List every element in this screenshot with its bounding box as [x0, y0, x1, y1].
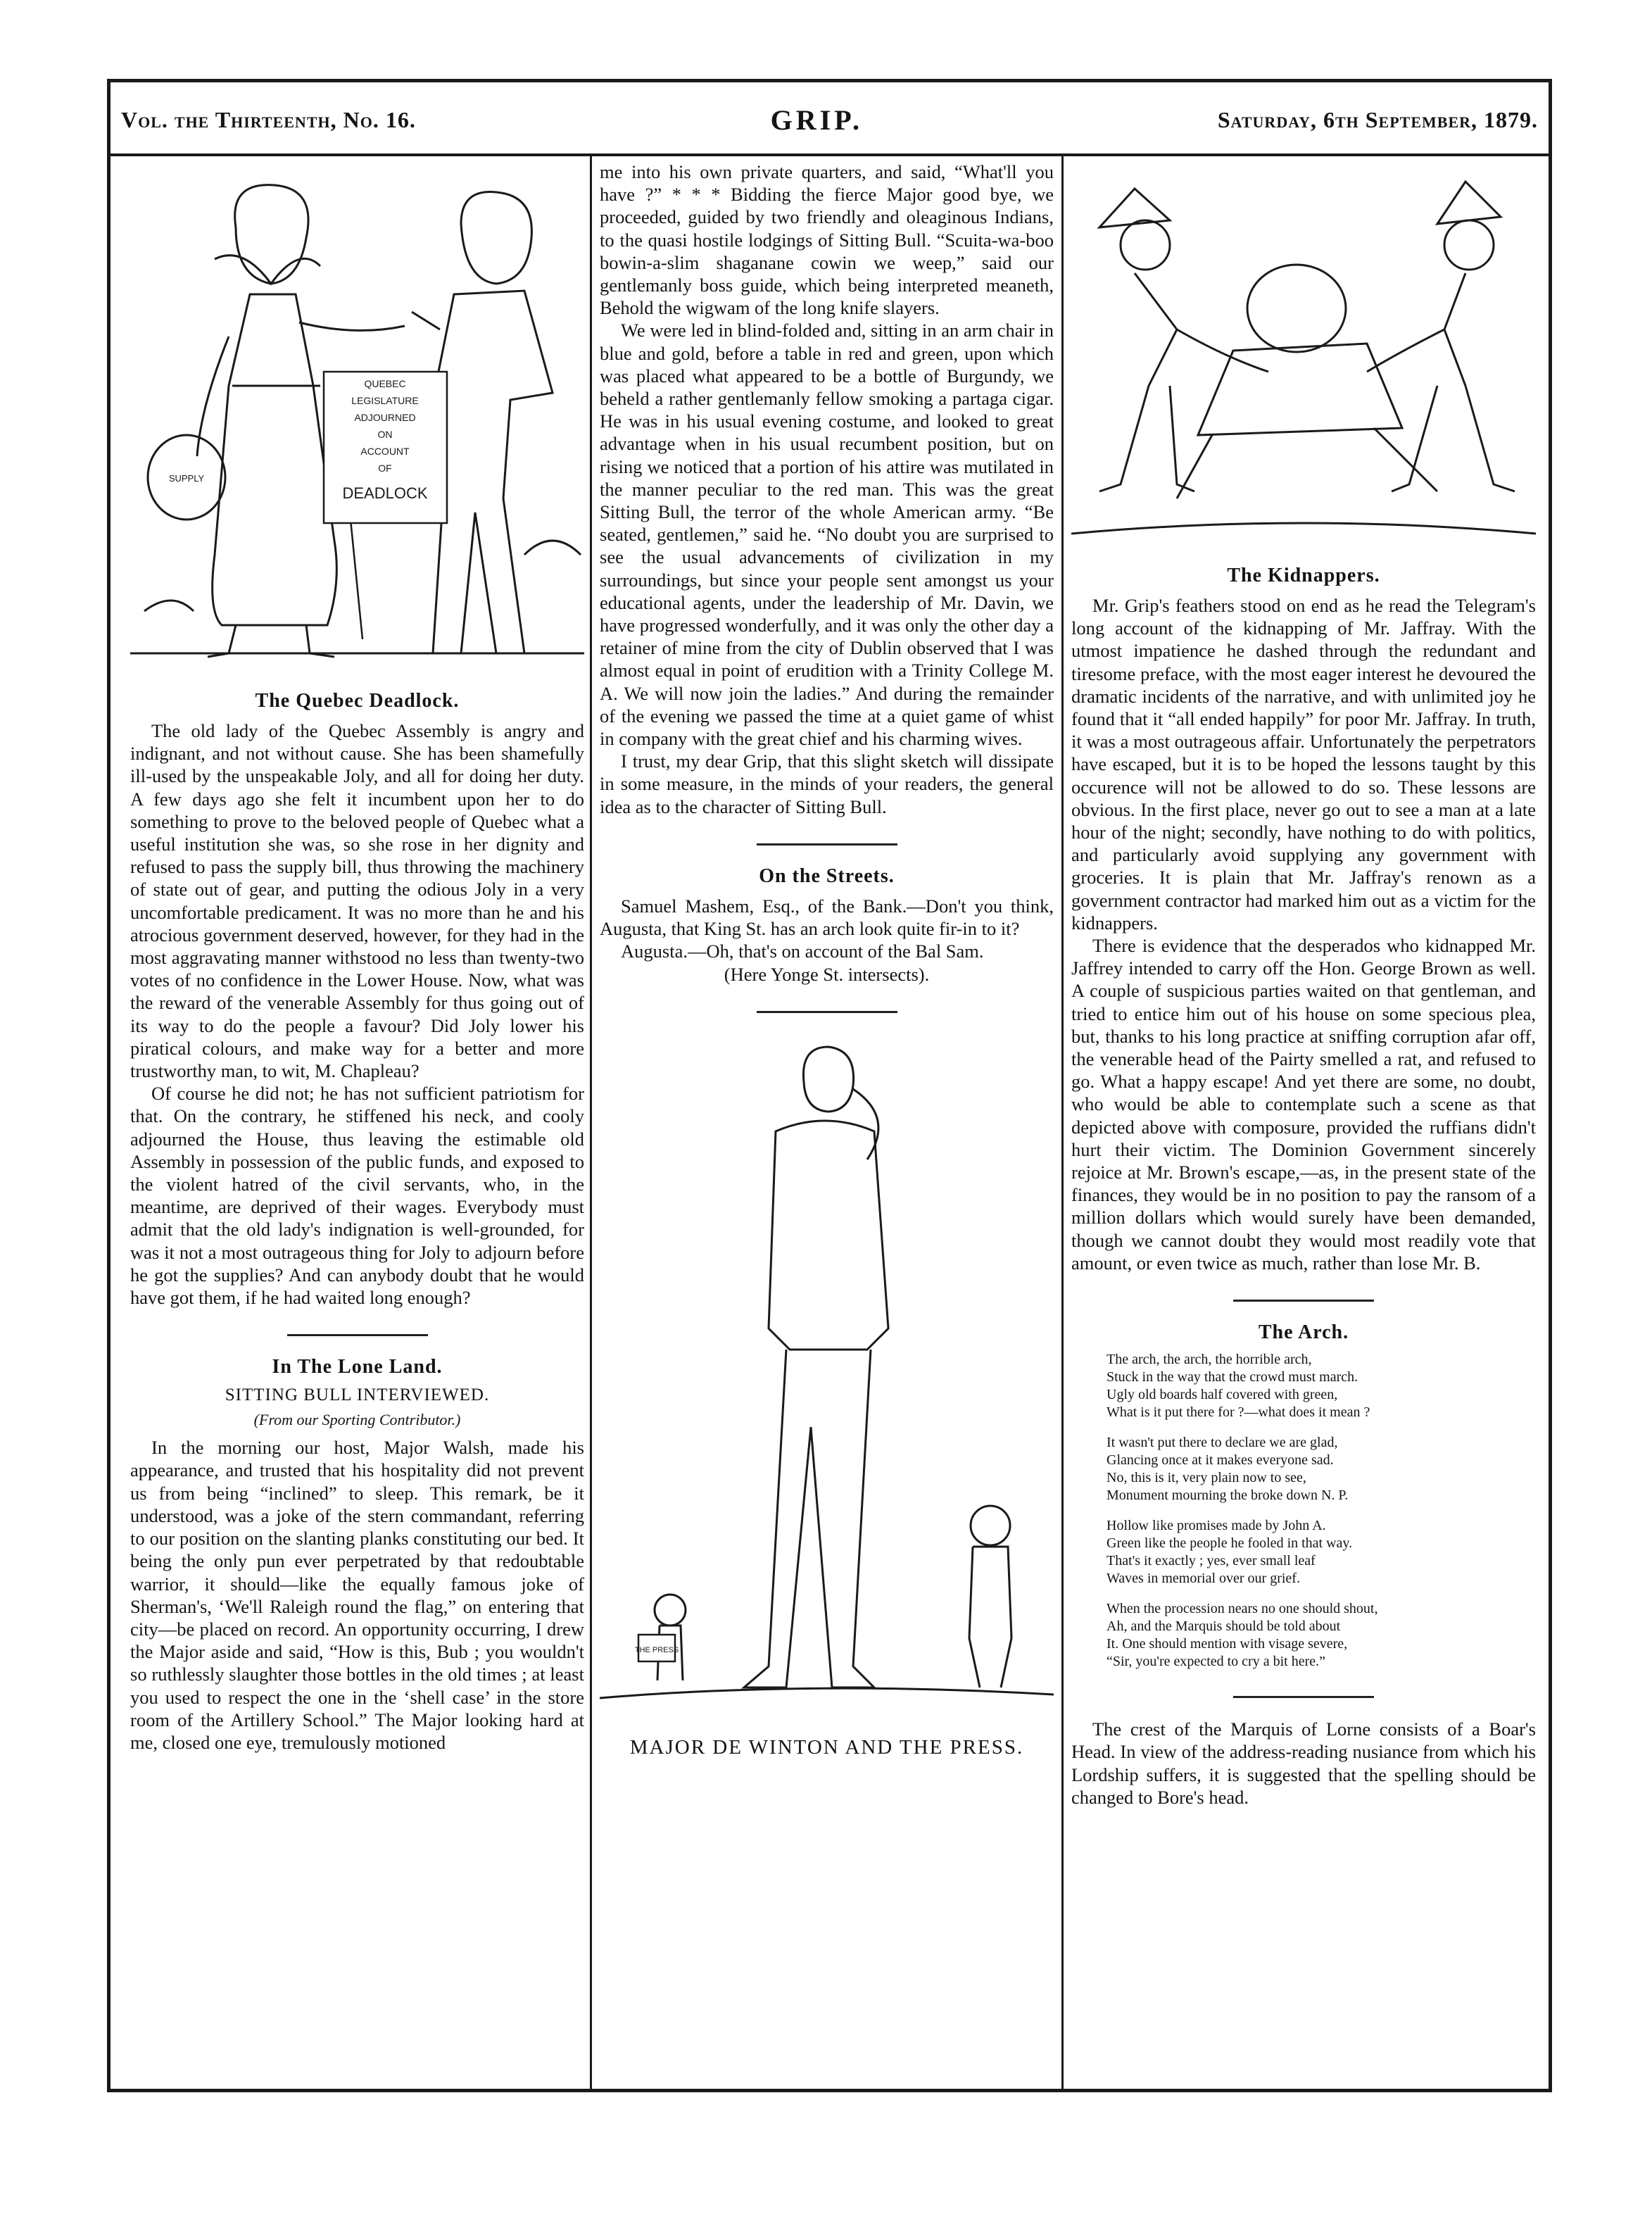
- poem-stanza: [1106, 1600, 1501, 1671]
- poem-line: It. One should mention with visage severe,: [1106, 1636, 1348, 1652]
- small-man-head: [971, 1506, 1010, 1545]
- separator: [1233, 1300, 1374, 1302]
- kidnapper-left-head: [1121, 220, 1170, 270]
- masthead: GRIP.: [770, 103, 863, 136]
- victim-head: [1247, 265, 1346, 352]
- poem-line: That's it exactly ; yes, ever small leaf: [1106, 1553, 1316, 1569]
- poem-line: Waves in memorial over our grief.: [1106, 1571, 1300, 1587]
- poem-line: No, this is it, very plain now to see,: [1106, 1470, 1306, 1486]
- lone-source: (From our Sporting Contributor.): [253, 1411, 461, 1429]
- lone-para-1: In the morning our host, Major Walsh, made his appearance, and trusted that his hospitality did not prevent us from being “inclined” to sleep. This remark, be it understood, was a joke of the stern commandant, referring to our position on the slanting planks constituting our bed. It being the only pun ever perpetrated by that redoubtable warrior, it should—like the equally famous joke of Sherman's, ‘We'll Raleigh round the flag,” on entering that city—be placed on record. An opportunity occurring, I drew the Major aside and said, “How is this, Bub ; you wouldn't so ruthlessly slaughter those bottles in the old times ; at least you used to respect the one in the ‘shell case’ in the store room of the Artillery School.” The Major looking hard at me, closed one eye, tremulously motioned: [130, 1437, 584, 1753]
- victim-body: [1198, 344, 1402, 435]
- poem-line: Stuck in the way that the crowd must march.: [1106, 1369, 1358, 1385]
- streets-para-2: Augusta.—Oh, that's on account of the Bal Sam.: [621, 941, 984, 962]
- kidnappers-para-1: Mr. Grip's feathers stood on end as he read the Telegram's long account of the kidnapping of Mr. Jaffray. With the utmost impatience he dashed through the redundant and tiresome preface, with the most eager interest he devoured the dramatic incidents of the narrative, and with unlimited joy he found that it “all ended happily” for poor Mr. Jaffray. In truth, it was a most outrageous affair. Unfortunately the perpetrators have escaped, but it is to be hoped the lessons taught by this occurence will not be allowed to do so. These lessons are obvious. In the first place, never go out to see a man at a late hour of the night; secondly, have nothing to do with politics, and particularly avoid supplying any government with groceries. It is plain that Mr. Jaffray's renown as a government contractor had marked him out as a victim for the kidnappers.: [1071, 595, 1536, 934]
- lone-subtitle: SITTING BULL INTERVIEWED.: [225, 1385, 490, 1405]
- lone-title: In The Lone Land.: [272, 1356, 443, 1378]
- column-3: [1071, 161, 1536, 1809]
- bag-label: SUPPLY: [168, 473, 205, 484]
- poem-stanza: [1106, 1434, 1501, 1504]
- lone-para-4: I trust, my dear Grip, that this slight sketch will dissipate in some measure, in the minds of your readers, the general idea as to the character of Sitting Bull.: [600, 750, 1054, 817]
- poem-line: The arch, the arch, the horrible arch,: [1106, 1352, 1312, 1368]
- quebec-para-1: The old lady of the Quebec Assembly is angry and indignant, and not without cause. She has been shamefully ill-used by the unspeakable Joly, and all for doing her duty. A few days ago she felt it incumbent upon her to do something to prove to the beloved people of Quebec what a useful institution she was, so she rose in her dignity and refused to pass the supply bill, thus throwing the machinery of state out of gear, and putting the odious Joly in a very uncomfortable predicament. It was no more than he and his atrocious government deserved, however, for they had in the most aggravating manner withstood no less than twenty-two votes of no confidence in the Lower House. Now, what was the reward of the venerable Assembly for thus going out of its way to do the people a favour? Did Joly lower his piratical colours, and make way for a better and more trustworthy man, to wit, M. Chapleau?: [130, 720, 584, 1082]
- issue-date: Saturday, 6th September, 1879.: [1217, 106, 1538, 132]
- lone-para-3: We were led in blind-folded and, sitting in an arm chair in blue and gold, before a table in red and green, upon which was placed what appeared to be a bottle of Burgundy, we beheld a rather gentlemanly fellow smoking a partaga cigar. He was in his usual evening costume, and looked to great advantage when in his usual recumbent position, but on rising we noticed that a portion of his attire was mutilated in the manner peculiar to the red man. This was the great Sitting Bull, the terror of the whole American army. “Be seated, gentlemen,” said he. “No doubt you are surprised to see the usual advancements of civilization in my surroundings, but since your people sent amongst us your educational agents, under the leadership of Mr. Davin, we have progressed wonderfully, and it was only the other day a retainer of mine from the city of Dublin observed that I was almost equal in point of erudition with a Trinity College M. A. We will now join the ladies.” And during the remainder of the evening we passed the time at a quiet game of whist in company with the great chief and his charming wives.: [600, 320, 1054, 750]
- arch-title: The Arch.: [1258, 1321, 1349, 1344]
- poem-line: Ah, and the Marquis should be told about: [1106, 1618, 1341, 1635]
- press-sign-text: THE PRESS: [634, 1645, 679, 1654]
- sign-line-3: ADJOURNED: [354, 412, 416, 423]
- kidnappers-title: The Kidnappers.: [1227, 565, 1380, 586]
- quebec-title: The Quebec Deadlock.: [255, 690, 460, 712]
- quebec-deadlock-cartoon: [130, 161, 584, 674]
- poem-line: Hollow like promises made by John A.: [1106, 1518, 1326, 1534]
- major-legs: [744, 1350, 874, 1687]
- poem-line: Ugly old boards half covered with green,: [1106, 1387, 1338, 1403]
- sign-line-2: LEGISLATURE: [351, 395, 419, 406]
- kidnappers-para-2: There is evidence that the desperados who kidnapped Mr. Jaffrey intended to carry off the Hon. George Brown as well. A couple of suspicious parties waited on that gentleman, and tried to entice him out of his house on some specious plea, but, thanks to his long practice at sniffing corruption afar off, the venerable head of the Pairty smelled a rat, and refused to go. What a happy escape! And yet there are some, no doubt, who would be able to contemplate such a scene as that depicted above with composure, provided the ruffians didn't hurt their victim. The Dominion Government sincerely rejoice at Mr. Brown's escape,—as, in the present state of the finances, they would be in no position to pay the ransom of a million dollars which would surely have been demanded, though we cannot doubt they would most readily vote that amount, or even twice as much, rather than lose Mr. B.: [1071, 935, 1536, 1274]
- sign-line-4: ON: [377, 429, 393, 440]
- poem-line: It wasn't put there to declare we are glad,: [1106, 1435, 1338, 1451]
- major-de-winton-cartoon: [600, 1033, 1054, 1730]
- joly-figure: [433, 291, 553, 653]
- sign-line-6: OF: [378, 463, 392, 474]
- pointing-arm: [299, 322, 405, 330]
- streets-para-3: (Here Yonge St. intersects).: [724, 963, 930, 985]
- column-1: [130, 161, 584, 1754]
- page-header: [121, 99, 1538, 141]
- poem-stanza: [1106, 1351, 1501, 1421]
- crest-para: The crest of the Marquis of Lorne consists of a Boar's Head. In view of the address-reading nusiance from which his Lordship suffers, it is suggested that the spelling should be changed to Bore's head.: [1071, 1718, 1536, 1808]
- kidnapper-right-body: [1392, 273, 1515, 491]
- old-lady-head: [235, 185, 308, 284]
- sign-line-5: ACCOUNT: [360, 446, 410, 457]
- poem-line: “Sir, you're expected to cry a bit here.”: [1106, 1654, 1325, 1670]
- separator: [757, 843, 897, 846]
- poem-stanza: [1106, 1517, 1501, 1588]
- kidnapper-left-body: [1099, 273, 1194, 491]
- arch-poem: [1106, 1351, 1501, 1671]
- joly-head: [461, 192, 531, 284]
- separator: [1233, 1696, 1374, 1698]
- poem-line: Monument mourning the broke down N. P.: [1106, 1488, 1349, 1504]
- sign-line-7: DEADLOCK: [342, 484, 428, 502]
- old-lady-dress: [213, 294, 337, 625]
- column-rule-2: [1061, 156, 1064, 2089]
- poem-line: What is it put there for ?—what does it mean ?: [1106, 1404, 1370, 1421]
- poem-line: Green like the people he fooled in that way.: [1106, 1535, 1353, 1552]
- poem-line: When the procession nears no one should shout,: [1106, 1601, 1378, 1617]
- volume-line: Vol. the Thirteenth, No. 16.: [121, 106, 416, 132]
- kidnappers-cartoon: [1071, 161, 1536, 555]
- de-winton-caption: MAJOR DE WINTON AND THE PRESS.: [629, 1735, 1024, 1759]
- lone-para-2: me into his own private quarters, and said, “What'll you have ?” * * * Bidding the fierce Major good bye, we proceeded, guided by two friendly and oleaginous Indians, to the quasi hostile lodgings of Sitting Bull. “Scuita-wa-boo bowin-a-slim shaganane cowin we weep,” said our gentlemanly boss guide, which being interpreted meaneth, Behold the wigwam of the long knife slayers.: [600, 161, 1054, 319]
- header-rule: [111, 153, 1549, 156]
- quebec-para-2: Of course he did not; he has not sufficient patriotism for that. On the contrary, he stiffened his neck, and cooly adjourned the House, thus leaving the estimable old Assembly in possession of the public funds, and exposed to the violent hatred of the civil servants, who, in the meantime, are deprived of their wages. Everybody must admit that the old lady's indignation is well-grounded, for was it not a most outrageous thing for Joly to adjourn before he got the supplies? And can anybody doubt that he would have got them, if he had waited long enough?: [130, 1083, 584, 1309]
- major-head: [803, 1047, 853, 1112]
- small-man-body: [969, 1547, 1011, 1687]
- streets-para-1: Samuel Mashem, Esq., of the Bank.—Don't you think, Augusta, that King St. has an arch look quite fir-in to it?: [600, 895, 1054, 940]
- sign-line-1: QUEBEC: [364, 378, 406, 389]
- poem-line: Glancing once at it makes everyone sad.: [1106, 1452, 1334, 1469]
- column-rule-1: [590, 156, 592, 2089]
- separator: [757, 1011, 897, 1013]
- column-2: [600, 161, 1054, 1758]
- separator: [287, 1334, 428, 1336]
- kidnapper-right-head: [1444, 220, 1494, 270]
- streets-title: On the Streets.: [759, 865, 895, 887]
- kidnapper-right-hat: [1437, 182, 1501, 224]
- press-figure-head: [655, 1595, 686, 1626]
